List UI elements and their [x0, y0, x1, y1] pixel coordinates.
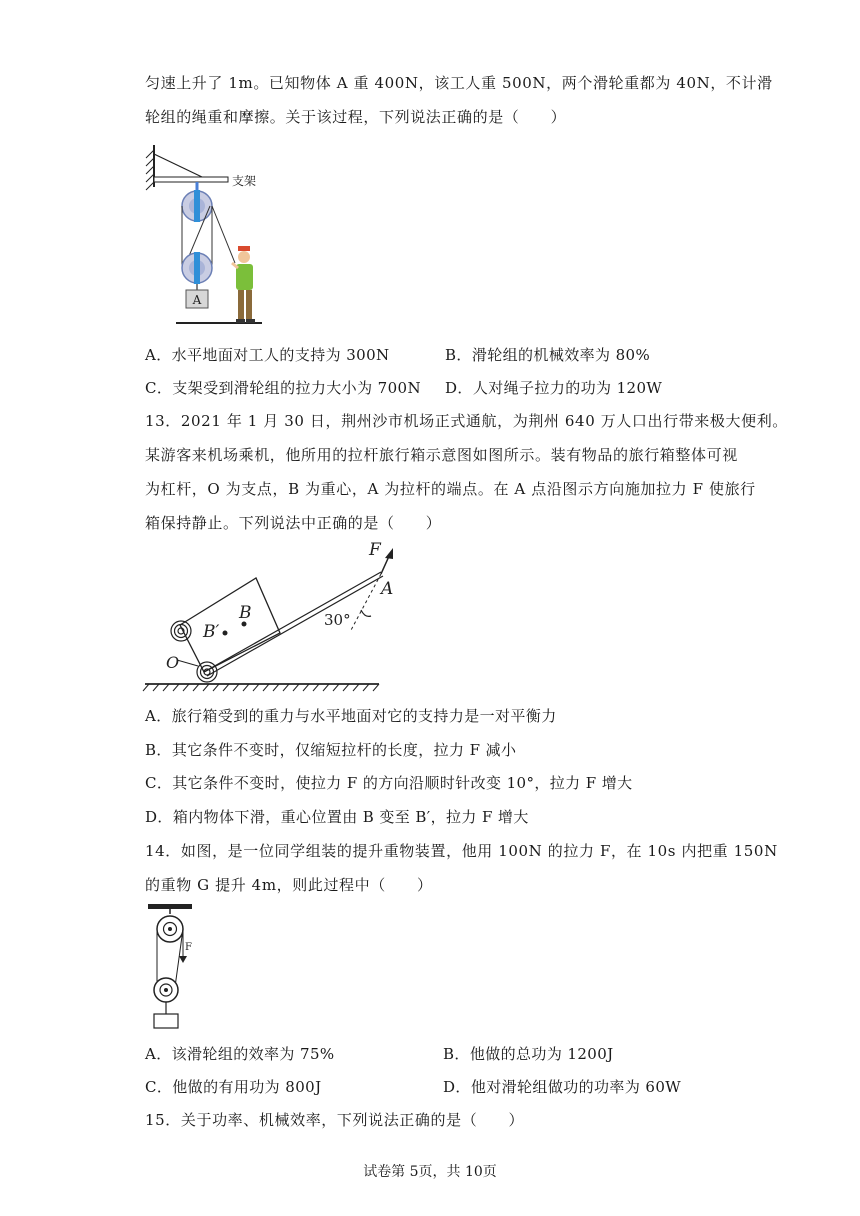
- force-f-label-q14: F: [185, 942, 192, 953]
- q14-option-a: A．该滑轮组的效率为 75%: [145, 1045, 335, 1063]
- suitcase-lever-figure: [143, 538, 394, 693]
- angle-label: 30°: [324, 611, 351, 629]
- pivot-o-label: O: [166, 653, 180, 672]
- q13-stem-line-3: 为杠杆，O 为支点，B 为重心，A 为拉杆的端点。在 A 点沿图示方向施加拉力 F 使旅行: [145, 480, 756, 498]
- q12-option-b: B．滑轮组的机械效率为 80%: [445, 346, 651, 364]
- object-a-label: A: [192, 293, 202, 307]
- q14-stem-line-1: 14．如图，是一位同学组装的提升重物装置，他用 100N 的拉力 F，在 10s 内把重 150N: [145, 842, 778, 860]
- q13-stem-line-1: 13．2021 年 1 月 30 日，荆州沙市机场正式通航，为荆州 640 万人口出行带来极大便利。: [145, 412, 788, 430]
- q14-option-c: C．他做的有用功为 800J: [145, 1078, 322, 1096]
- q13-option-d: D．箱内物体下滑，重心位置由 B 变至 B′，拉力 F 增大: [145, 808, 529, 826]
- q13-stem-line-4: 箱保持静止。下列说法中正确的是（ ）: [145, 514, 442, 532]
- q13-option-a: A．旅行箱受到的重力与水平地面对它的支持力是一对平衡力: [145, 707, 557, 725]
- q13-option-b: B．其它条件不变时，仅缩短拉杆的长度，拉力 F 减小: [145, 741, 517, 759]
- q13-stem-line-2: 某游客来机场乘机，他所用的拉杆旅行箱示意图如图所示。装有物品的旅行箱整体可视: [145, 446, 738, 464]
- q12-option-d: D．人对绳子拉力的功为 120W: [445, 379, 663, 397]
- q12-intro-line-2: 轮组的绳重和摩擦。关于该过程，下列说法正确的是（ ）: [145, 108, 567, 126]
- point-b-label: B: [239, 603, 252, 623]
- bracket-label: 支架: [232, 174, 257, 188]
- q12-option-c: C．支架受到滑轮组的拉力大小为 700N: [145, 379, 422, 397]
- q13-option-c: C．其它条件不变时，使拉力 F 的方向沿顺时针改变 10°，拉力 F 增大: [145, 774, 633, 792]
- q12-intro-line-1: 匀速上升了 1m。已知物体 A 重 400N，该工人重 500N，两个滑轮重都为 40N，不计滑: [145, 74, 773, 92]
- point-a-label: A: [381, 579, 394, 599]
- q14-stem-line-2: 的重物 G 提升 4m，则此过程中（ ）: [145, 876, 433, 894]
- q14-option-b: B．他做的总功为 1200J: [443, 1045, 614, 1063]
- pulley-worker-figure: [140, 140, 270, 330]
- point-b-prime-label: B′: [203, 622, 220, 642]
- q12-option-a: A．水平地面对工人的支持为 300N: [145, 346, 390, 364]
- force-f-label: F: [369, 540, 381, 560]
- pulley-system-figure: [145, 902, 205, 1032]
- q14-option-d: D．他对滑轮组做功的功率为 60W: [443, 1078, 682, 1096]
- page-footer: 试卷第 5页，共 10页: [363, 1164, 497, 1180]
- q15-stem: 15．关于功率、机械效率，下列说法正确的是（ ）: [145, 1111, 525, 1129]
